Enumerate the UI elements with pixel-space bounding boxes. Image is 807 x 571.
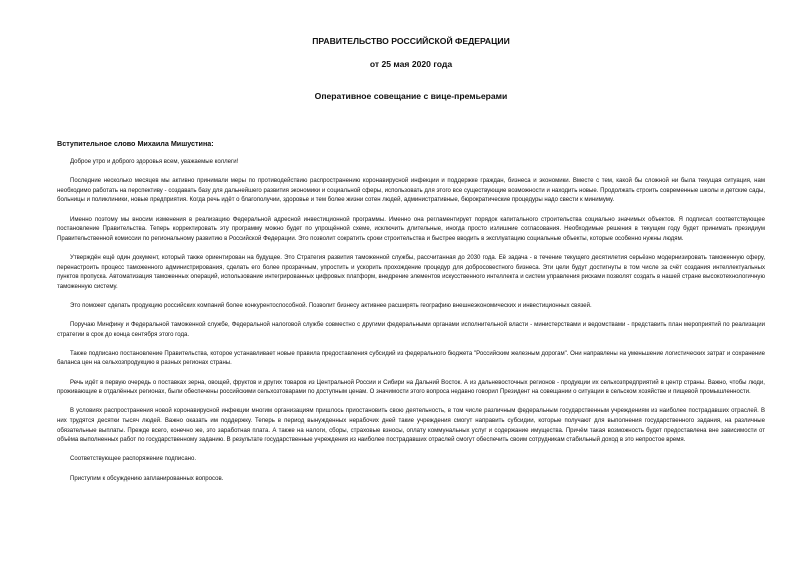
paragraph: Соответствующее распоряжение подписано.: [70, 456, 197, 463]
paragraph: Доброе утро и доброго здоровья всем, уважаемые коллеги!: [70, 159, 239, 165]
paragraph: Также подписано постановление Правительства, которое устанавливает новые правила предоставления субсидий из федерального бюджета "Российским железным дорогам". Они направлены на уменьшение логистических затрат и сохранение баланса цен на сельхозпродукцию в разных регионах страны.: [57, 350, 765, 367]
paragraph: Утверждён ещё один документ, который также ориентирован на будущее. Это Стратегия развития таможенной службы, рассчитанная до 2030 года. Её задача - в течение текущего десятилетия серьёзно модернизировать таможенную сферу, перенастроить процесс таможенного администрирования, сделать его более прозрачным, упростить и ускорить прохождение процедур для добросовестного бизнеса. Эти цели будут достигнуты в том числе за счёт создания интеллектуальных пунктов пропуска. Автоматизация таможенных операций, использование интегрированных цифровых платформ, внедрение элементов искусственного интеллекта и систем управления рисками позволят создать в нашей стране высокотехнологичную таможенную систему.: [57, 254, 765, 290]
document-subtitle: Оперативное совещание с вице-премьерами: [314, 91, 508, 101]
intro-heading: Вступительное слово Михаила Мишустина:: [57, 139, 214, 148]
paragraph: Это поможет сделать продукцию российских компаний более конкурентоспособной. Позволит бизнесу активнее расширять географию внешнеэкономических и инвестиционных связей.: [70, 302, 592, 309]
paragraph: Последние несколько месяцев мы активно принимали меры по противодействию распространению коронавирусной инфекции и поддержке граждан, бизнеса и экономики. Вместе с тем, какой бы сложной ни была текущая ситуация, нам необходимо работать на перспективу - создавать базу для дальнейшего развития экономики и социальной сферы, использовать для этого все существующие возможности и находить новые. Продолжать строить современные школы и детские сады, больницы и поликлиники, новые предприятия. Когда речь идёт о благополучии, здоровье и тем более жизни сотен людей, административные, бюрократические процедуры надо свести к минимуму.: [57, 178, 765, 204]
paragraph: Поручаю Минфину и Федеральной таможенной службе, Федеральной налоговой службе совместно с другими федеральными органами исполнительной власти - министерствами и ведомствами - представить план мероприятий по реализации стратегии в срок до конца сентября этого года.: [57, 322, 765, 338]
paragraph: В условиях распространения новой коронавирусной инфекции многим организациям пришлось приостановить свою деятельность, в том числе различным федеральным государственным учреждениям из наиболее пострадавших отраслей. В них трудятся десятки тысяч людей. Важно оказать им поддержку. Теперь в период вынужденных нерабочих дней такие учреждения смогут направить субсидии, которые получают для выполнения государственного задания, на различные обязательные выплаты. Прежде всего, конечно же, это заработная плата. А также на налоги, сборы, страховые взносы, оплату коммунальных услуг и содержание имущества. Причём такая возможность будет предоставлена вне зависимости от объёма выполненных работ по государственному заданию. В результате государственные учреждения из наиболее пострадавших отраслей смогут обеспечить своим сотрудникам стабильный доход в это непростое время.: [57, 408, 765, 444]
paragraph: Речь идёт в первую очередь о поставках зерна, овощей, фруктов и других товаров из Центральной России и Сибири на Дальний Восток. А из дальневосточных регионов - продукции их сельхозпредприятий в центр страны. Важно, чтобы люди, проживающие в отдалённых регионах, были обеспечены российскими сельхозтоварами по доступным ценам. О значимости этого вопроса недавно говорил Президент на совещании о ситуации в сельском хозяйстве и пищевой промышленности.: [57, 379, 765, 396]
paragraph: Приступим к обсуждению запланированных вопросов.: [70, 475, 224, 482]
document-title: ПРАВИТЕЛЬСТВО РОССИЙСКОЙ ФЕДЕРАЦИИ: [312, 36, 510, 46]
document-date: от 25 мая 2020 года: [369, 59, 453, 69]
paragraph: Именно поэтому мы вносим изменения в реализацию Федеральной адресной инвестиционной программы. Именно она регламентирует порядок капитального строительства социально значимых объектов. Я подписал соответствующее постановление Правительства. Теперь корректировать эту программу можно будет по упрощённой схеме, исключить длительные, иногда просто излишние согласования. Необходимые решения в текущем году будет принимать президиум Правительственной комиссии по региональному развитию в Российской Федерации. Это позволит сократить сроки строительства и быстрее вводить в эксплуатацию социальные объекты, которые особенно нужны людям.: [57, 216, 765, 242]
